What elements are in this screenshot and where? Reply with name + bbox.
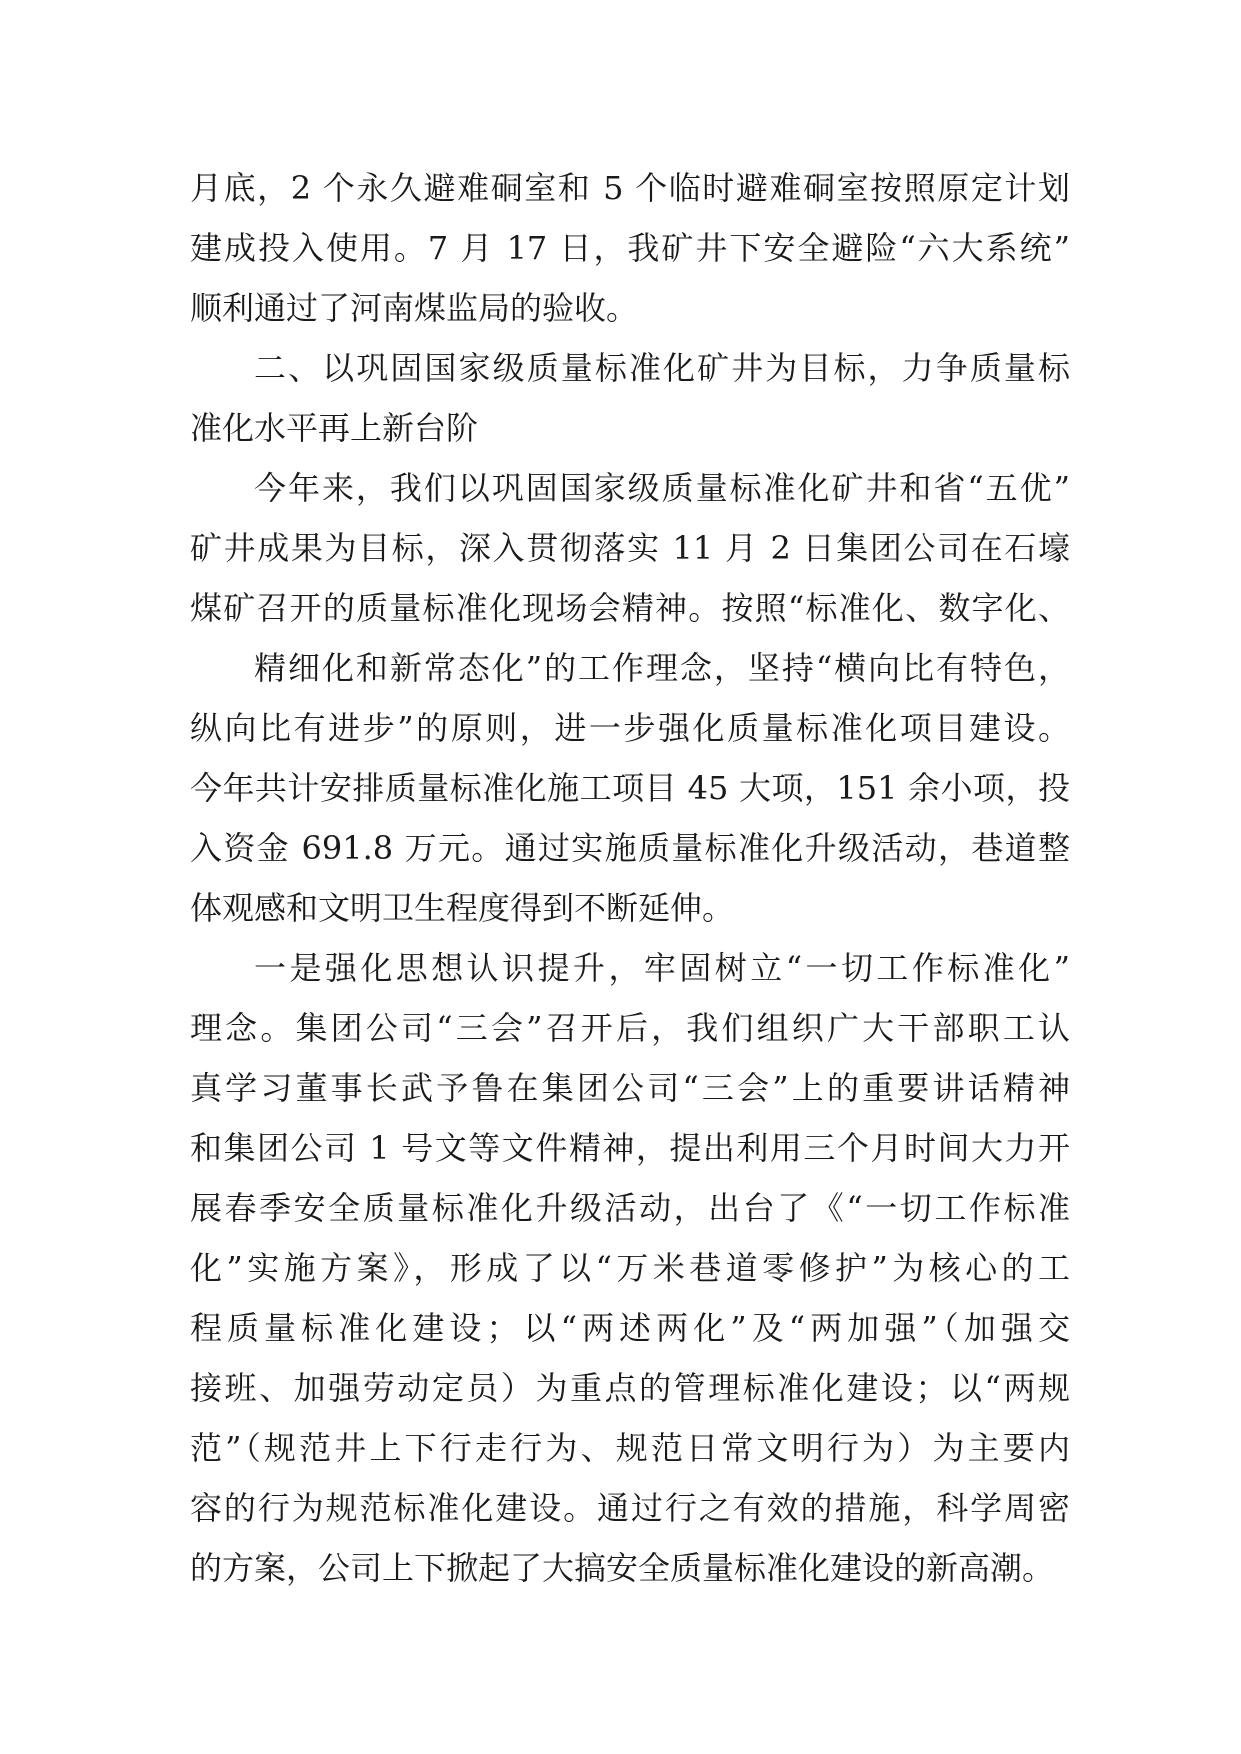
paragraph-line: 容的行为规范标准化建设。通过行之有效的措施，科学周密 — [190, 1489, 1070, 1527]
paragraph-line: 化”实施方案》，形成了以“万米巷道零修护”为核心的工 — [190, 1249, 1070, 1287]
paragraph-line: 煤矿召开的质量标准化现场会精神。按照“标准化、数字化、 — [190, 589, 1070, 627]
document-body — [190, 158, 1070, 1598]
section-heading-line: 准化水平再上新台阶 — [190, 409, 479, 447]
paragraph-line: 真学习董事长武予鲁在集团公司“三会”上的重要讲话精神 — [190, 1069, 1070, 1107]
paragraph-line: 今年共计安排质量标准化施工项目 45 大项，151 余小项，投 — [190, 769, 1070, 807]
paragraph-line: 今年来，我们以巩固国家级质量标准化矿井和省“五优” — [254, 469, 1070, 507]
paragraph-line: 理念。集团公司“三会”召开后，我们组织广大干部职工认 — [190, 1009, 1070, 1047]
paragraph-line: 程质量标准化建设；以“两述两化”及“两加强”（加强交 — [190, 1309, 1070, 1347]
paragraph-line: 一是强化思想认识提升，牢固树立“一切工作标准化” — [254, 949, 1070, 987]
paragraph-line: 体观感和文明卫生程度得到不断延伸。 — [190, 889, 735, 927]
paragraph-line: 纵向比有进步”的原则，进一步强化质量标准化项目建设。 — [190, 709, 1070, 747]
paragraph-line: 接班、加强劳动定员）为重点的管理标准化建设；以“两规 — [190, 1369, 1070, 1407]
paragraph-line: 顺利通过了河南煤监局的验收。 — [190, 289, 639, 327]
paragraph-line: 范”（规范井上下行走行为、规范日常文明行为）为主要内 — [190, 1429, 1070, 1467]
paragraph-line: 和集团公司 1 号文等文件精神，提出利用三个月时间大力开 — [190, 1129, 1070, 1167]
paragraph-line: 入资金 691.8 万元。通过实施质量标准化升级活动，巷道整 — [190, 829, 1070, 867]
paragraph-line: 的方案，公司上下掀起了大搞安全质量标准化建设的新高潮。 — [190, 1549, 1055, 1587]
paragraph-line: 精细化和新常态化”的工作理念，坚持“横向比有特色， — [254, 649, 1070, 687]
paragraph-line: 矿井成果为目标，深入贯彻落实 11 月 2 日集团公司在石壕 — [190, 529, 1070, 567]
paragraph-line: 月底，2 个永久避难硐室和 5 个临时避难硐室按照原定计划 — [190, 169, 1070, 207]
paragraph-line: 建成投入使用。7 月 17 日，我矿井下安全避险“六大系统” — [190, 229, 1070, 267]
paragraph-line: 展春季安全质量标准化升级活动，出台了《“一切工作标准 — [190, 1189, 1070, 1227]
section-heading-line: 二、以巩固国家级质量标准化矿井为目标，力争质量标 — [254, 349, 1070, 387]
